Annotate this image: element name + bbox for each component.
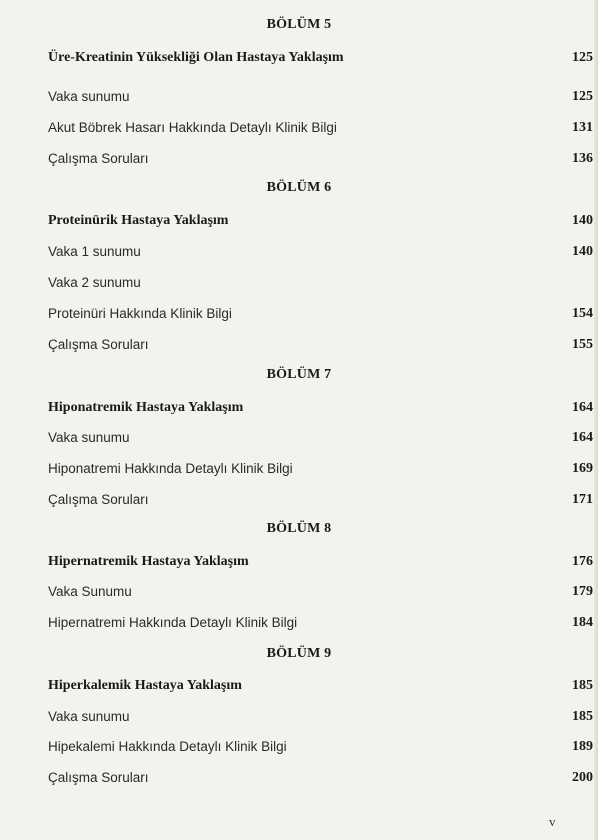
toc-entry [48,429,593,447]
entry-page: 155 [572,337,593,352]
toc-entry [48,460,593,478]
entry-page: 176 [572,554,593,569]
entry-page: 179 [572,584,593,599]
toc-entry [48,738,593,756]
toc-entry [48,150,593,168]
entry-page: 171 [572,492,593,507]
chapter-heading: BÖLÜM 7 [266,367,332,382]
entry-title: Hipernatremi Hakkında Detaylı Klinik Bilgi [48,615,298,630]
entry-page: 125 [572,89,593,104]
toc-entry [48,49,593,67]
entry-title: Vaka 2 sunumu [48,275,141,290]
entry-title: Çalışma Soruları [48,151,149,166]
entry-title: Hipekalemi Hakkında Detaylı Klinik Bilgi [48,739,287,754]
toc-entry [48,119,593,137]
entry-page: 131 [572,120,593,135]
entry-title: Vaka Sunumu [48,584,132,599]
toc-entry [48,88,593,106]
entry-title: Hipernatremik Hastaya Yaklaşım [48,554,249,569]
entry-page: 136 [572,151,593,166]
chapter-heading: BÖLÜM 5 [266,17,332,32]
entry-title: Hiperkalemik Hastaya Yaklaşım [48,678,242,693]
toc-entry [48,491,593,509]
entry-title: Hiponatremik Hastaya Yaklaşım [48,400,244,415]
entry-title: Çalışma Soruları [48,770,149,785]
toc-entry [48,677,593,695]
toc-entry [48,399,593,417]
entry-title: Akut Böbrek Hasarı Hakkında Detaylı Klinik Bilgi [48,120,337,135]
page-edge [594,0,598,840]
entry-title: Üre-Kreatinin Yüksekliği Olan Hastaya Yaklaşım [48,50,344,65]
entry-page: 164 [572,400,593,415]
entry-page: 169 [572,461,593,476]
chapter-heading: BÖLÜM 6 [266,180,332,195]
entry-page: 189 [572,739,593,754]
toc-entry [48,336,593,354]
chapter-heading: BÖLÜM 9 [266,646,332,661]
toc-entry [48,212,593,230]
toc-entry [48,583,593,601]
page-folio: v [549,814,556,829]
entry-title: Vaka sunumu [48,89,130,104]
entry-page: 200 [572,770,593,785]
toc-entry [48,769,593,787]
entry-title: Vaka sunumu [48,709,130,724]
entry-page: 125 [572,50,593,65]
entry-title: Proteinürik Hastaya Yaklaşım [48,213,229,228]
entry-title: Hiponatremi Hakkında Detaylı Klinik Bilgi [48,461,293,476]
toc-entry [48,614,593,632]
toc-entry [48,243,593,261]
toc-entry [48,708,593,726]
toc-entry [48,553,593,571]
entry-page: 184 [572,615,593,630]
entry-page: 164 [572,430,593,445]
entry-title: Vaka 1 sunumu [48,244,141,259]
entry-page: 154 [572,306,593,321]
entry-title: Vaka sunumu [48,430,130,445]
entry-page: 185 [572,709,593,724]
entry-page: 185 [572,678,593,693]
toc-entry [48,274,593,292]
entry-title: Proteinüri Hakkında Klinik Bilgi [48,306,232,321]
chapter-heading: BÖLÜM 8 [266,521,332,536]
entry-title: Çalışma Soruları [48,337,149,352]
entry-title: Çalışma Soruları [48,492,149,507]
entry-page: 140 [572,213,593,228]
toc-entry [48,305,593,323]
entry-page: 140 [572,244,593,259]
